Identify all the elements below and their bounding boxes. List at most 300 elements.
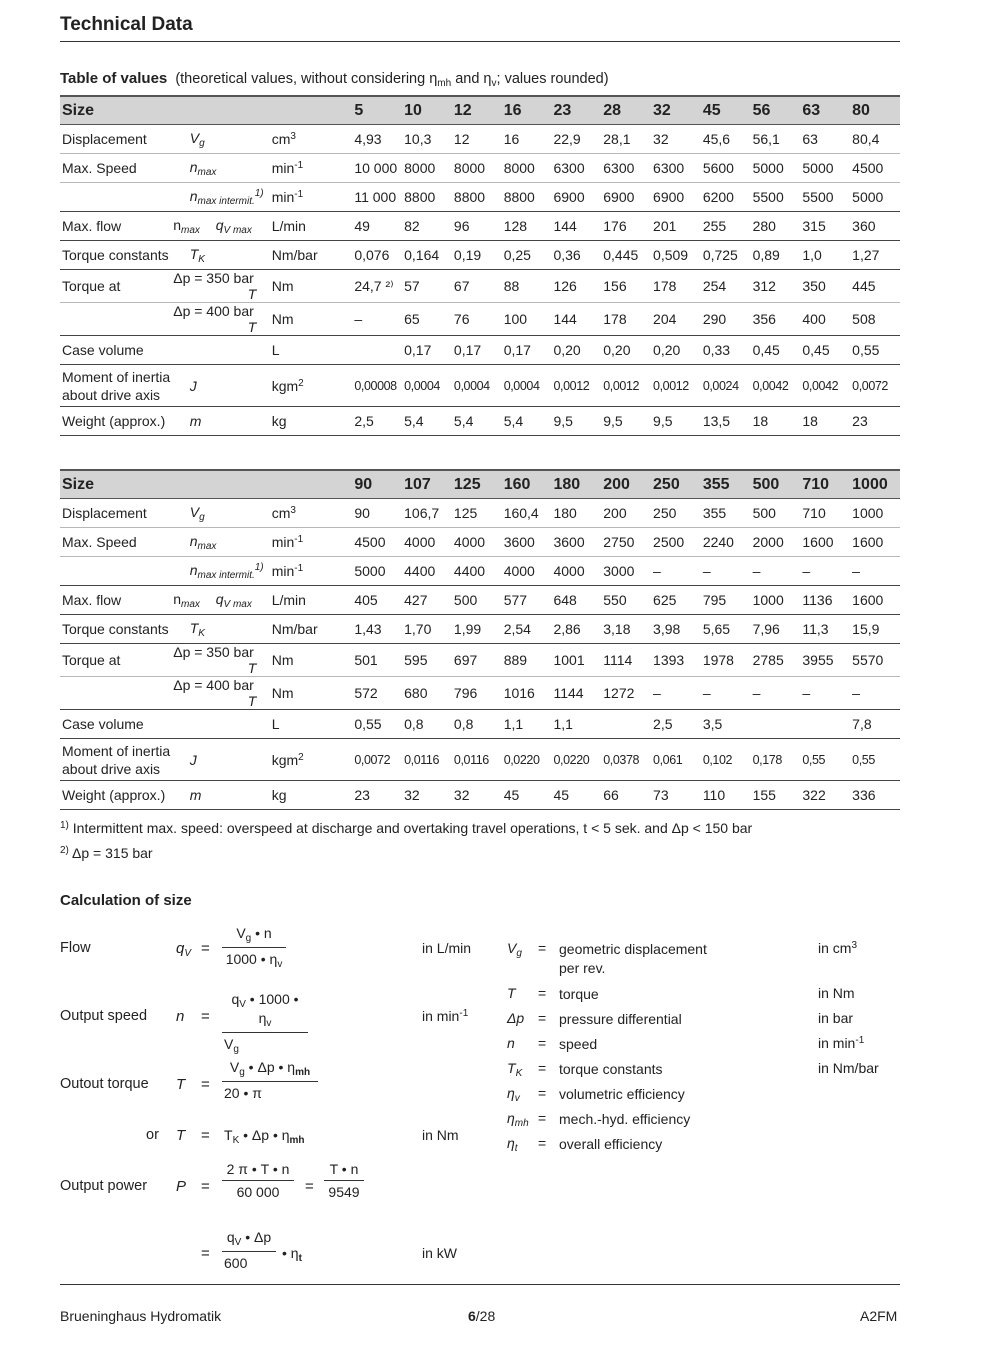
size-header: 28 (601, 96, 651, 125)
legend-unit-text: in Nm/bar (818, 1060, 879, 1076)
legend-desc-text: mech.-hyd. efficiency (559, 1111, 691, 1127)
value-cell: – (800, 677, 850, 710)
value-cell: 0,164 (402, 241, 452, 270)
value-cell: 6300 (601, 154, 651, 183)
value-cell: 56,1 (751, 125, 801, 154)
row-sublabel (171, 528, 270, 557)
row-symbol-main: n (189, 158, 198, 175)
row-label-line2: about drive axis (62, 386, 161, 403)
value-cell: 0,0072 (352, 739, 402, 781)
value-cell: 1600 (800, 528, 850, 557)
row-unit-sup: 2 (298, 751, 304, 763)
row-sublabel-sym: n (173, 216, 182, 233)
value-cell: 1001 (551, 644, 601, 677)
value-cell: 0,178 (751, 739, 801, 781)
table-title-sub2: v (491, 78, 497, 89)
power-alt-tail-sub: t (298, 1253, 302, 1264)
size-header: 32 (651, 96, 701, 125)
value-cell: 0,0012 (551, 365, 601, 407)
value-cell: 0,55 (850, 336, 900, 365)
row-label (60, 528, 171, 557)
value-cell: 250 (651, 499, 701, 528)
power-fraction-1 (222, 1161, 294, 1200)
row-sublabel-text: Δp = 400 bar (173, 677, 254, 693)
row-label-text: Moment of inertia (62, 368, 171, 385)
row-unit-text: cm (271, 505, 291, 521)
value-cell: 889 (502, 644, 552, 677)
power-fraction-bar-2 (324, 1180, 364, 1181)
table-title-end: ; values rounded) (496, 71, 609, 87)
row-label-text: Torque constants (62, 247, 169, 263)
legend-unit (818, 985, 855, 1001)
value-cell: 0,0004 (452, 365, 502, 407)
row-symbol-main: n (189, 532, 198, 549)
table-row (60, 336, 900, 365)
flow-sym-sub: V (184, 948, 192, 959)
value-cell: 1144 (551, 677, 601, 710)
table-row (60, 303, 900, 336)
row-label (60, 212, 171, 241)
table-title-sub1: mh (437, 78, 452, 89)
power-denominator-1: 60 000 (236, 1184, 280, 1200)
table-row (60, 677, 900, 710)
value-cell: 15,9 (850, 615, 900, 644)
value-cell: 2785 (751, 644, 801, 677)
row-label-text: Max. Speed (62, 534, 137, 550)
value-cell (751, 710, 801, 739)
table-row (60, 615, 900, 644)
legend-unit-text: in bar (818, 1010, 854, 1026)
value-cell: 88 (502, 270, 552, 303)
row-unit-text: kg (271, 787, 287, 803)
row-sublabel (171, 586, 270, 615)
legend-desc (559, 1035, 597, 1054)
row-symbol-main: n (189, 187, 198, 204)
legend-desc (559, 1135, 662, 1154)
value-cell: 178 (651, 270, 701, 303)
torque-alt-sym: T (176, 1127, 186, 1144)
legend-eq: = (538, 1010, 547, 1026)
value-cell: – (751, 677, 801, 710)
row-unit-text: L/min (271, 218, 306, 234)
value-cell: 625 (651, 586, 701, 615)
row-unit-sup: -1 (294, 189, 304, 200)
power-eq: = (201, 1178, 210, 1195)
value-cell: 680 (402, 677, 452, 710)
row-label-text: Torque constants (62, 621, 169, 637)
value-cell: 8800 (402, 183, 452, 212)
value-cell: 9,5 (601, 407, 651, 436)
value-cell: 0,0042 (751, 365, 801, 407)
legend-symbol-sub: mh (514, 1118, 529, 1129)
row-symbol (190, 504, 268, 523)
row-symbol-main: T (247, 286, 257, 302)
footnote-2-text: Δp = 315 bar (68, 845, 153, 861)
torque-alt-unit: in Nm (422, 1127, 459, 1143)
value-cell: 0,0220 (502, 739, 552, 781)
legend-desc-text: pressure differential (559, 1011, 682, 1027)
row-unit-sup: -1 (294, 534, 304, 545)
value-cell: 1600 (850, 528, 900, 557)
legend-eq: = (538, 1135, 547, 1151)
size-header: 160 (502, 470, 552, 499)
row-symbol (216, 591, 268, 610)
power-eq2: = (305, 1178, 314, 1195)
value-cell: 5,4 (502, 407, 552, 436)
legend-unit (818, 1035, 864, 1051)
flow-sym: q (176, 940, 185, 957)
table-row (60, 183, 900, 212)
value-cell: – (850, 557, 900, 586)
value-cell: 0,0116 (402, 739, 452, 781)
row-symbol-sub: V max (223, 598, 252, 610)
legend-symbol-main: n (507, 1035, 515, 1051)
row-unit-text: Nm (271, 652, 294, 668)
row-label-text: Torque at (62, 652, 121, 668)
table-header-row (60, 470, 900, 499)
row-symbol-main: T (189, 619, 199, 636)
row-unit-sup: 3 (290, 505, 296, 516)
value-cell: 144 (551, 212, 601, 241)
row-unit-sup: -1 (294, 563, 304, 574)
row-unit (270, 557, 353, 586)
power-alt-eq: = (201, 1245, 210, 1262)
size-header: 16 (502, 96, 552, 125)
footer-page-current: 6 (468, 1308, 476, 1324)
value-cell: 125 (452, 499, 502, 528)
row-label (60, 125, 171, 154)
legend-desc-text: volumetric efficiency (559, 1086, 685, 1102)
value-cell: 5570 (850, 644, 900, 677)
value-cell: 0,0004 (502, 365, 552, 407)
value-cell: 2500 (651, 528, 701, 557)
value-cell: 128 (502, 212, 552, 241)
value-cell: 4400 (452, 557, 502, 586)
legend-eq: = (538, 940, 547, 956)
torque-denominator: 20 • π (224, 1085, 262, 1101)
legend-eq: = (538, 1035, 547, 1051)
table-row (60, 586, 900, 615)
value-cell: 9,5 (651, 407, 701, 436)
value-cell: 0,55 (850, 739, 900, 781)
speed-unit-sup: -1 (459, 1008, 469, 1019)
value-cell: 4500 (850, 154, 900, 183)
row-unit-text: Nm (271, 278, 294, 294)
value-cell: 572 (352, 677, 402, 710)
value-cell: 0,19 (452, 241, 502, 270)
speed-unit-text: in min (422, 1008, 460, 1024)
legend-eq: = (538, 985, 547, 1001)
value-cell: 1,70 (402, 615, 452, 644)
row-sublabel (171, 303, 270, 336)
row-sublabel (171, 270, 270, 303)
legend-symbol-main: η (507, 1085, 515, 1101)
speed-numerator: $q_V$ • 1000 • $\eta_v$ (231, 991, 299, 1029)
value-cell: 2,5 (651, 710, 701, 739)
legend-desc-text: overall efficiency (559, 1136, 663, 1152)
size-label: Size (60, 470, 352, 499)
value-cell: 4000 (551, 557, 601, 586)
row-symbol-sub: g (199, 511, 205, 523)
value-cell: 400 (800, 303, 850, 336)
flow-denominator: 1000 • $\eta_v$ (225, 951, 283, 970)
row-unit-sup: -1 (294, 160, 304, 171)
value-cell (352, 336, 402, 365)
table-row (60, 781, 900, 810)
legend-symbol-sub: t (514, 1143, 518, 1154)
legend-desc-text: geometric displacement (559, 941, 707, 957)
value-cell: 1,1 (502, 710, 552, 739)
row-symbol-sub: K (198, 253, 205, 265)
value-cell: 3000 (601, 557, 651, 586)
value-cell: 0,17 (452, 336, 502, 365)
legend-unit-text: in cm (818, 940, 852, 956)
legend-unit-text: in Nm (818, 985, 855, 1001)
size-header: 10 (402, 96, 452, 125)
value-cell: 2240 (701, 528, 751, 557)
value-cell: 7,8 (850, 710, 900, 739)
value-cell: 0,0072 (850, 365, 900, 407)
row-symbol (190, 787, 268, 803)
legend-symbol-main: η (507, 1110, 515, 1126)
value-cell: 0,0012 (601, 365, 651, 407)
torque-sym: T (176, 1076, 186, 1093)
legend-eq: = (538, 1085, 547, 1101)
value-cell: 45 (502, 781, 552, 810)
row-label (60, 499, 171, 528)
row-symbol-main: m (189, 787, 202, 803)
table-row (60, 710, 900, 739)
value-cell: 0,0024 (701, 365, 751, 407)
row-symbol (190, 188, 268, 207)
row-symbol (216, 217, 268, 236)
value-cell: 360 (850, 212, 900, 241)
value-cell: 0,17 (402, 336, 452, 365)
value-cell: 6900 (601, 183, 651, 212)
value-cell: 595 (402, 644, 452, 677)
value-cell: 356 (751, 303, 801, 336)
value-cell: 0,0012 (651, 365, 701, 407)
row-label-text: Case volume (62, 716, 144, 732)
row-symbol-sub: V max (223, 224, 252, 236)
power-alt-unit: in kW (422, 1245, 457, 1261)
legend-symbol (507, 1010, 524, 1026)
size-header: 80 (850, 96, 900, 125)
value-cell: 4400 (402, 557, 452, 586)
row-symbol-sub: g (199, 137, 205, 149)
value-cell: 160,4 (502, 499, 552, 528)
value-cell: 13,5 (701, 407, 751, 436)
value-cell: – (701, 557, 751, 586)
value-cell: – (651, 677, 701, 710)
value-cell: 6300 (551, 154, 601, 183)
flow-eq: = (201, 940, 210, 957)
row-sublabel (171, 336, 270, 365)
row-symbol-main: T (247, 693, 257, 709)
value-cell: 0,89 (751, 241, 801, 270)
value-cell: 0,20 (551, 336, 601, 365)
value-cell: 5000 (850, 183, 900, 212)
calc-title: Calculation of size (60, 892, 192, 909)
values-table-1 (60, 95, 900, 436)
value-cell: 255 (701, 212, 751, 241)
footnote-2 (60, 845, 153, 861)
table-title-note: (theoretical values, without considering η (175, 71, 438, 87)
row-symbol (190, 159, 268, 178)
row-unit-text: min (271, 160, 295, 176)
power-denominator-2: 9549 (328, 1184, 360, 1200)
table-row (60, 270, 900, 303)
row-symbol (248, 693, 268, 709)
row-symbol-sub: max intermit. (197, 195, 255, 207)
value-cell: 1016 (502, 677, 552, 710)
row-unit (270, 154, 353, 183)
power-alt-fraction-bar (222, 1251, 276, 1252)
value-cell: 322 (800, 781, 850, 810)
value-cell: 4,93 (352, 125, 402, 154)
value-cell: 5,4 (452, 407, 502, 436)
value-cell: 4500 (352, 528, 402, 557)
value-cell: 0,061 (651, 739, 701, 781)
row-unit-text: L (271, 342, 280, 358)
value-cell: 1000 (850, 499, 900, 528)
legend-symbol-sub: g (516, 948, 522, 959)
page-title: Technical Data (60, 14, 193, 35)
row-sublabel (171, 183, 270, 212)
value-cell: 254 (701, 270, 751, 303)
row-label-text: Moment of inertia (62, 742, 171, 759)
row-unit (270, 739, 353, 781)
value-cell: 0,45 (751, 336, 801, 365)
row-sublabel (171, 499, 270, 528)
value-cell: – (651, 557, 701, 586)
row-sublabel (171, 241, 270, 270)
value-cell: 32 (651, 125, 701, 154)
row-sublabel (171, 407, 270, 436)
value-cell: 11 000 (352, 183, 402, 212)
value-cell: 3,18 (601, 615, 651, 644)
value-cell: 4000 (452, 528, 502, 557)
value-cell (601, 710, 651, 739)
legend-symbol (507, 985, 516, 1001)
value-cell: 336 (850, 781, 900, 810)
footer-rule (60, 1284, 900, 1285)
row-unit (270, 183, 353, 212)
row-unit-text: L (271, 716, 280, 732)
value-cell: 0,0042 (800, 365, 850, 407)
value-cell: 5000 (800, 154, 850, 183)
power-sym: P (176, 1178, 187, 1195)
value-cell: 3955 (800, 644, 850, 677)
value-cell: 312 (751, 270, 801, 303)
value-cell: 45,6 (701, 125, 751, 154)
legend-unit (818, 1060, 879, 1076)
value-cell: 427 (402, 586, 452, 615)
row-symbol (190, 620, 268, 639)
row-label (60, 336, 171, 365)
value-cell: 697 (452, 644, 502, 677)
row-symbol-main: V (189, 503, 200, 520)
power-fraction-bar-1 (222, 1180, 294, 1181)
row-label-text: Displacement (62, 505, 147, 521)
row-sublabel (171, 677, 270, 710)
row-sublabel-sym: n (173, 590, 182, 607)
size-header: 200 (601, 470, 651, 499)
value-cell: 8000 (502, 154, 552, 183)
size-header: 63 (800, 96, 850, 125)
size-header: 710 (800, 470, 850, 499)
value-cell (800, 710, 850, 739)
row-unit (270, 365, 353, 407)
row-label (60, 270, 171, 303)
footnote-1-mark: 1) (60, 820, 69, 831)
value-cell: 1,43 (352, 615, 402, 644)
table-row (60, 365, 900, 407)
row-symbol-main: T (247, 660, 257, 676)
value-cell: 49 (352, 212, 402, 241)
value-cell: 0,445 (601, 241, 651, 270)
value-cell: 0,0116 (452, 739, 502, 781)
value-cell: 11,3 (800, 615, 850, 644)
torque-alt-eq: = (201, 1127, 210, 1144)
footer-product: A2FM (860, 1308, 898, 1324)
row-unit-text: min (271, 189, 295, 205)
legend-desc-text: torque constants (559, 1061, 663, 1077)
value-cell: 0,36 (551, 241, 601, 270)
speed-unit (422, 1008, 468, 1024)
row-label (60, 365, 171, 407)
row-symbol (248, 286, 268, 302)
row-symbol-main: J (189, 377, 197, 394)
row-label-text: Max. flow (62, 592, 122, 608)
row-sublabel (171, 739, 270, 781)
value-cell: 500 (452, 586, 502, 615)
value-cell: 66 (601, 781, 651, 810)
value-cell: 176 (601, 212, 651, 241)
row-sublabel (171, 125, 270, 154)
value-cell: 0,509 (651, 241, 701, 270)
row-symbol (190, 562, 268, 581)
row-unit (270, 336, 353, 365)
power-alt-fraction (222, 1229, 276, 1271)
row-unit-sup: 3 (290, 131, 296, 142)
flow-fraction (222, 925, 286, 970)
row-unit (270, 125, 353, 154)
table-row (60, 739, 900, 781)
row-label (60, 407, 171, 436)
value-cell: 1393 (651, 644, 701, 677)
row-unit (270, 270, 353, 303)
torque-alt-expr: $T_K$ • Δp • $\eta_{mh}$ (224, 1127, 305, 1146)
value-cell: 0,725 (701, 241, 751, 270)
value-cell: 3,98 (651, 615, 701, 644)
torque-fraction (222, 1059, 318, 1101)
row-label-text: Case volume (62, 342, 144, 358)
row-symbol (190, 413, 268, 429)
value-cell: 7,96 (751, 615, 801, 644)
flow-fraction-bar (222, 947, 286, 948)
size-header: 107 (402, 470, 452, 499)
value-cell: 2,54 (502, 615, 552, 644)
power-label: Output power (60, 1178, 148, 1194)
value-cell: 8800 (502, 183, 552, 212)
value-cell: 508 (850, 303, 900, 336)
table-row (60, 557, 900, 586)
value-cell: 350 (800, 270, 850, 303)
value-cell: 5,4 (402, 407, 452, 436)
size-header: 500 (751, 470, 801, 499)
value-cell: 1,0 (800, 241, 850, 270)
